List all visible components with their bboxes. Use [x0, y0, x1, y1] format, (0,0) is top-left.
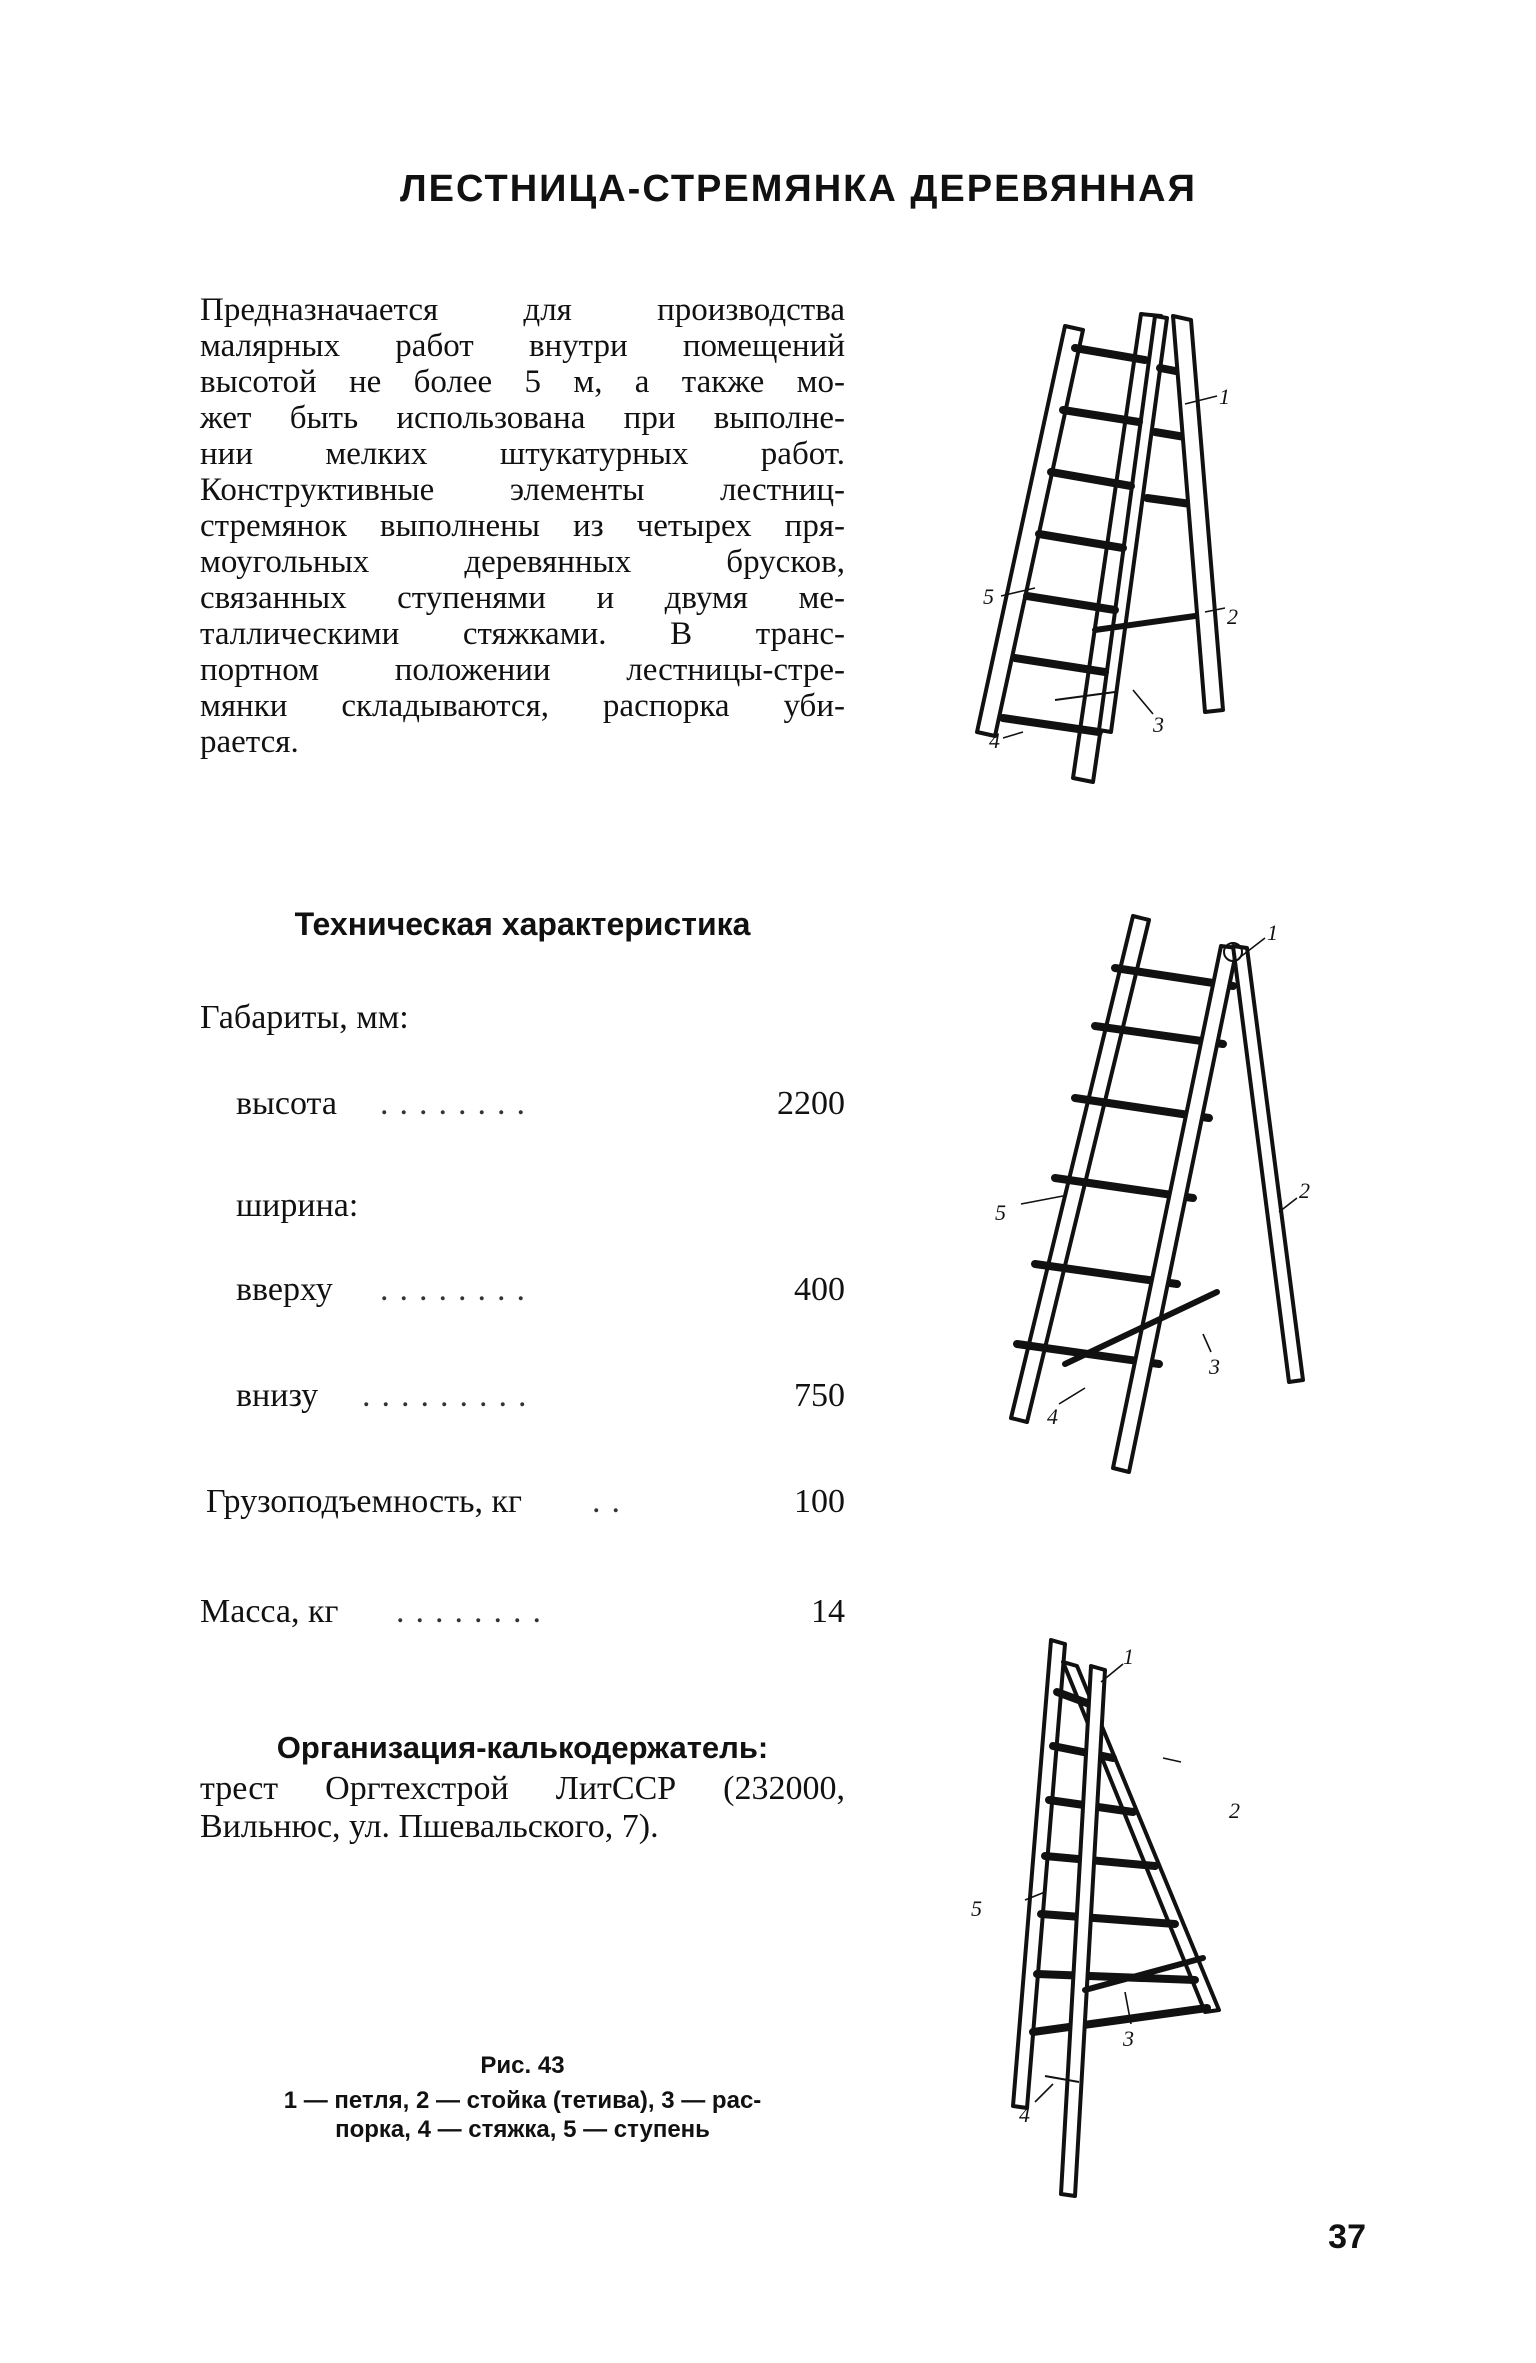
organization-address: [200, 1770, 845, 1846]
figure-caption-line: порка, 4 — стяжка, 5 — ступень: [335, 2116, 710, 2143]
spec-row-bottom: [200, 1374, 845, 1418]
callout-label: 1: [1267, 920, 1278, 945]
spec-value: 100: [794, 1483, 845, 1520]
description-line: стремянок выполнены из четырех пря-: [200, 508, 845, 544]
leader-dots: ........: [396, 1593, 552, 1630]
spec-value: 400: [794, 1271, 845, 1308]
page-number: 37: [1328, 2218, 1366, 2256]
specs-heading: Техническая характеристика: [294, 906, 751, 942]
callout-label: 2: [1227, 604, 1238, 629]
spec-row-capacity: [200, 1480, 845, 1524]
figure-caption: [200, 2086, 845, 2144]
spec-label: внизу: [236, 1377, 319, 1414]
spec-width-label: [200, 1184, 845, 1228]
description-line: нии мелких штукатурных работ.: [200, 436, 845, 472]
ladder-rail: [1173, 316, 1223, 712]
description-line: таллическими стяжками. В транс-: [200, 616, 845, 652]
description-line: Предназначается для производства: [200, 292, 845, 328]
organization-line: Вильнюс, ул. Пшевальского, 7).: [200, 1808, 659, 1845]
description-line: портном положении лестницы-стре-: [200, 652, 845, 688]
callout-label: 4: [1047, 1404, 1058, 1429]
ladder-rail: [1113, 946, 1237, 1472]
callout-label: 4: [989, 728, 1000, 753]
description-line: рается.: [200, 724, 299, 760]
ladder-rail: [1233, 946, 1303, 1382]
description-line: мянки складываются, распорка уби-: [200, 688, 845, 724]
organization-label: Организация-калькодержатель:: [276, 1730, 769, 1765]
callout-label: 1: [1219, 384, 1230, 409]
callout-label: 4: [1019, 2102, 1030, 2127]
callout-label: 3: [1209, 1354, 1220, 1379]
callout-label: 3: [1123, 2026, 1134, 2051]
ladder-rail: [977, 326, 1083, 736]
ladder-drawing-side: [955, 908, 1310, 1468]
ladder-drawing-working: [955, 312, 1238, 792]
spec-label: Габариты, мм:: [200, 999, 409, 1036]
callout-label: 2: [1229, 1798, 1240, 1823]
description-line: связанных ступенями и двумя ме-: [200, 580, 845, 616]
spec-dimensions-label: [200, 996, 845, 1040]
spec-row-top: [200, 1268, 845, 1312]
spec-value: 2200: [777, 1085, 845, 1122]
callout-label: 2: [1299, 1178, 1310, 1203]
callout-label: 1: [1123, 1644, 1134, 1669]
spec-label: Грузоподъемность, кг: [206, 1483, 522, 1520]
spec-row-mass: [200, 1590, 845, 1634]
leader-dots: ........: [380, 1271, 536, 1308]
callout-label: 5: [995, 1200, 1006, 1225]
leader-dots: ........: [380, 1085, 536, 1122]
callout-label: 3: [1153, 712, 1164, 737]
page-title: ЛЕСТНИЦА-СТРЕМЯНКА ДЕРЕВЯННАЯ: [400, 168, 1197, 210]
organization-line: трест Оргтехстрой ЛитССР (232000,: [200, 1770, 845, 1807]
description-line: жет быть использована при выполне-: [200, 400, 845, 436]
ladder-drawing-front: [955, 1636, 1285, 2196]
spec-label: Масса, кг: [200, 1593, 339, 1630]
spec-value: 14: [811, 1593, 845, 1630]
description-paragraph: [200, 292, 845, 760]
spec-label: вверху: [236, 1271, 333, 1308]
spec-value: 750: [794, 1377, 845, 1414]
description-line: малярных работ внутри помещений: [200, 328, 845, 364]
description-line: моугольных деревянных брусков,: [200, 544, 845, 580]
spec-label: высота: [236, 1085, 337, 1122]
ladder-rail: [1013, 1640, 1065, 2108]
spec-label: ширина:: [236, 1187, 359, 1224]
description-line: высотой не более 5 м, а также мо-: [200, 364, 845, 400]
figure-label: Рис. 43: [480, 2052, 565, 2079]
spec-row-height: [200, 1082, 845, 1126]
leader-dots: ..: [592, 1483, 631, 1520]
callout-label: 5: [971, 1896, 982, 1921]
figure-caption-line: 1 — петля, 2 — стойка (тетива), 3 — рас-: [283, 2087, 762, 2114]
description-line: Конструктивные элементы лестниц-: [200, 472, 845, 508]
callout-label: 5: [983, 584, 994, 609]
leader-dots: .........: [362, 1377, 538, 1414]
